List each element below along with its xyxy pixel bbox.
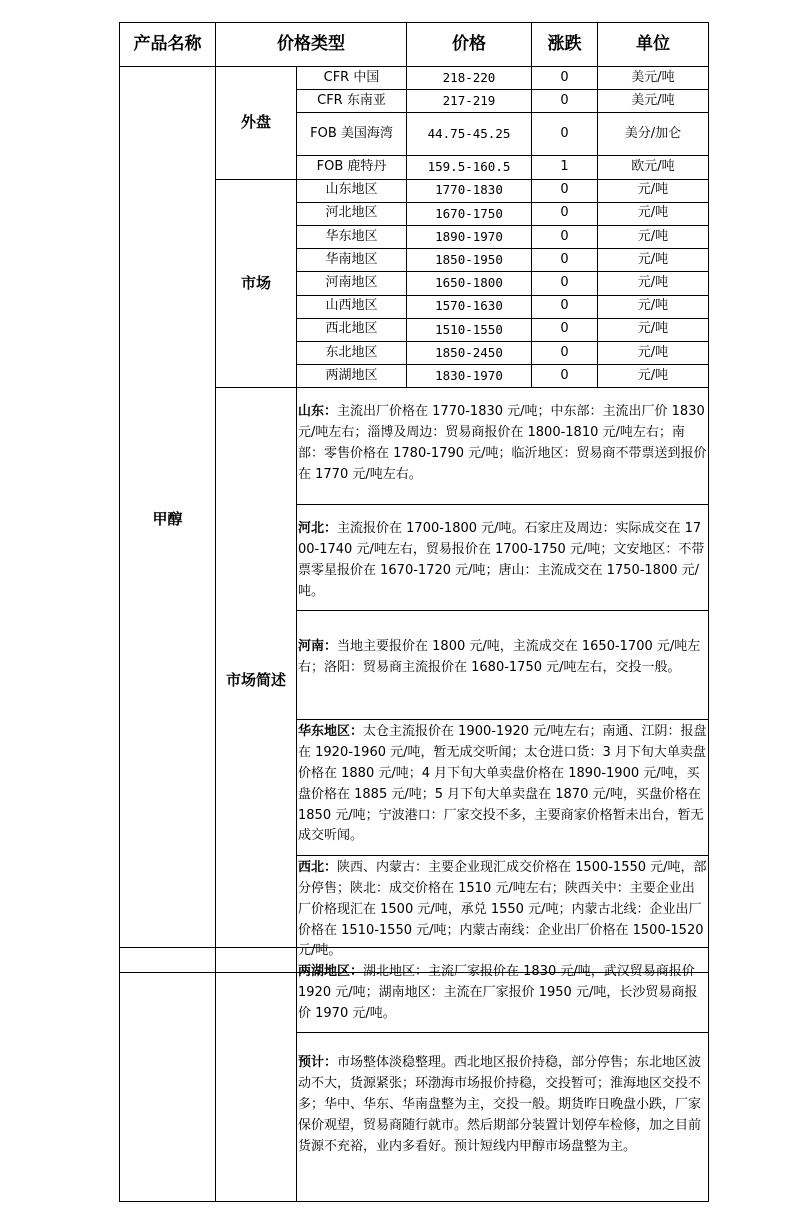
blank-product-cell xyxy=(120,948,216,1202)
row-name: FOB 美国海湾 xyxy=(297,113,407,156)
row-name: CFR 东南亚 xyxy=(297,90,407,113)
row-price: 1890-1970 xyxy=(407,225,532,248)
note-label: 河南： xyxy=(298,639,338,655)
row-change: 0 xyxy=(532,179,598,202)
header-price-type: 价格类型 xyxy=(216,23,407,67)
row-price: 1650-1800 xyxy=(407,272,532,295)
row-name: 河南地区 xyxy=(297,272,407,295)
note-henan xyxy=(297,611,709,720)
row-name: 山东地区 xyxy=(297,179,407,202)
row-price: 1770-1830 xyxy=(407,179,532,202)
row-change: 0 xyxy=(532,295,598,318)
row-name: 两湖地区 xyxy=(297,365,407,388)
note-row xyxy=(120,948,709,1033)
note-text: 主流出厂价格在 1770-1830 元/吨；中东部：主流出厂价 1830 元/吨左右；淄博及周边：贸易商报价在 1800-1810 元/吨左右；南部：零售价格在 1780-1790 元/吨；临沂地区：贸易商不带票送到报价在 1770 元/吨左右。 xyxy=(298,404,707,482)
table-row xyxy=(120,67,709,90)
header-unit: 单位 xyxy=(598,23,709,67)
row-unit: 元/吨 xyxy=(598,295,709,318)
row-change: 0 xyxy=(532,113,598,156)
group-external: 外盘 xyxy=(216,67,297,180)
row-price: 218-220 xyxy=(407,67,532,90)
note-text: 湖北地区：主流厂家报价在 1830 元/吨，武汉贸易商报价 1920 元/吨；湖南地区：主流在厂家报价 1950 元/吨，长沙贸易商报价 1970 元/吨。 xyxy=(298,964,698,1021)
row-price: 1850-2450 xyxy=(407,341,532,364)
row-change: 0 xyxy=(532,318,598,341)
note-label: 两湖地区： xyxy=(298,964,364,979)
row-price: 1830-1970 xyxy=(407,365,532,388)
row-unit: 美元/吨 xyxy=(598,67,709,90)
row-unit: 元/吨 xyxy=(598,318,709,341)
note-text: 市场整体淡稳整理。西北地区报价持稳，部分停售；东北地区波动不大，货源紧张；环渤海市场报价持稳，交投暂可；淮海地区交投不多；华中、华东、华南盘整为主，交投一般。期货昨日晚盘小跌，厂家保价观望，贸易商随行就市。然后期部分装置计划停车检修，加之目前货源不充裕，业内多看好。预计短线内甲醇市场盘整为主。 xyxy=(298,1055,702,1154)
row-unit: 元/吨 xyxy=(598,225,709,248)
row-unit: 元/吨 xyxy=(598,272,709,295)
row-change: 0 xyxy=(532,225,598,248)
group-market: 市场 xyxy=(216,179,297,388)
row-name: 华南地区 xyxy=(297,249,407,272)
row-price: 1670-1750 xyxy=(407,202,532,225)
price-table xyxy=(119,22,709,973)
row-unit: 美元/吨 xyxy=(598,90,709,113)
row-change: 0 xyxy=(532,202,598,225)
row-price: 217-219 xyxy=(407,90,532,113)
row-change: 0 xyxy=(532,249,598,272)
row-unit: 元/吨 xyxy=(598,179,709,202)
row-price: 1570-1630 xyxy=(407,295,532,318)
note-lianghu xyxy=(297,948,709,1033)
row-name: 东北地区 xyxy=(297,341,407,364)
group-summary: 市场简述 xyxy=(216,388,297,973)
header-row xyxy=(120,23,709,67)
header-change: 涨跌 xyxy=(532,23,598,67)
row-unit: 元/吨 xyxy=(598,341,709,364)
note-label: 华东地区： xyxy=(298,724,364,740)
note-label: 预计： xyxy=(298,1055,338,1071)
product-name: 甲醇 xyxy=(120,67,216,973)
row-name: CFR 中国 xyxy=(297,67,407,90)
row-price: 1510-1550 xyxy=(407,318,532,341)
row-unit: 欧元/吨 xyxy=(598,156,709,179)
row-price: 1850-1950 xyxy=(407,249,532,272)
row-change: 0 xyxy=(532,67,598,90)
row-name: FOB 鹿特丹 xyxy=(297,156,407,179)
note-label: 河北： xyxy=(298,521,338,537)
note-text: 当地主要报价在 1800 元/吨，主流成交在 1650-1700 元/吨左右；洛阳：贸易商主流报价在 1680-1750 元/吨左右，交投一般。 xyxy=(298,639,701,676)
row-name: 华东地区 xyxy=(297,225,407,248)
row-name: 西北地区 xyxy=(297,318,407,341)
note-huadong xyxy=(297,720,709,856)
row-name: 山西地区 xyxy=(297,295,407,318)
row-change: 1 xyxy=(532,156,598,179)
row-price: 159.5-160.5 xyxy=(407,156,532,179)
row-change: 0 xyxy=(532,272,598,295)
blank-type-cell xyxy=(216,948,297,1202)
row-unit: 元/吨 xyxy=(598,202,709,225)
header-price: 价格 xyxy=(407,23,532,67)
note-text: 主流报价在 1700-1800 元/吨。石家庄及周边：实际成交在 1700-1740 元/吨左右，贸易报价在 1700-1750 元/吨；文安地区：不带票零星报价在 1670-1720 元/吨；唐山：主流成交在 1750-1800 元/吨。 xyxy=(298,521,705,599)
row-change: 0 xyxy=(532,365,598,388)
note-text: 陕西、内蒙古：主要企业现汇成交价格在 1500-1550 元/吨，部分停售；陕北：成交价格在 1510 元/吨左右；陕西关中：主要企业出厂价格现汇在 1500 元/吨，承兑 1550 元/吨；内蒙古北线：企业出厂价格在 1510-1550 元/吨；内蒙古南线：企业出厂价格在 1500-1520 元/吨。 xyxy=(298,860,707,959)
note-text: 太仓主流报价在 1900-1920 元/吨左右；南通、江阴：报盘在 1920-1960 元/吨，暂无成交听闻；太仓进口货：3 月下旬大单卖盘价格在 1880 元/吨；4 月下旬大单卖盘价格在 1890-1900 元/吨，买盘价格在 1885 元/吨；5 月下旬大单卖盘在 1870 元/吨，买盘价格在 1850 元/吨；宁波港口：厂家交投不多，主要商家价格暂未出台，暂无成交听闻。 xyxy=(298,724,707,844)
continuation-table xyxy=(119,947,709,1202)
note-label: 山东： xyxy=(298,404,338,420)
row-unit: 美分/加仑 xyxy=(598,113,709,156)
row-change: 0 xyxy=(532,90,598,113)
row-unit: 元/吨 xyxy=(598,249,709,272)
note-shandong xyxy=(297,388,709,505)
note-forecast xyxy=(297,1033,709,1202)
row-name: 河北地区 xyxy=(297,202,407,225)
header-product: 产品名称 xyxy=(120,23,216,67)
row-price: 44.75-45.25 xyxy=(407,113,532,156)
row-unit: 元/吨 xyxy=(598,365,709,388)
row-change: 0 xyxy=(532,341,598,364)
note-label: 西北： xyxy=(298,860,338,876)
note-hebei xyxy=(297,505,709,611)
